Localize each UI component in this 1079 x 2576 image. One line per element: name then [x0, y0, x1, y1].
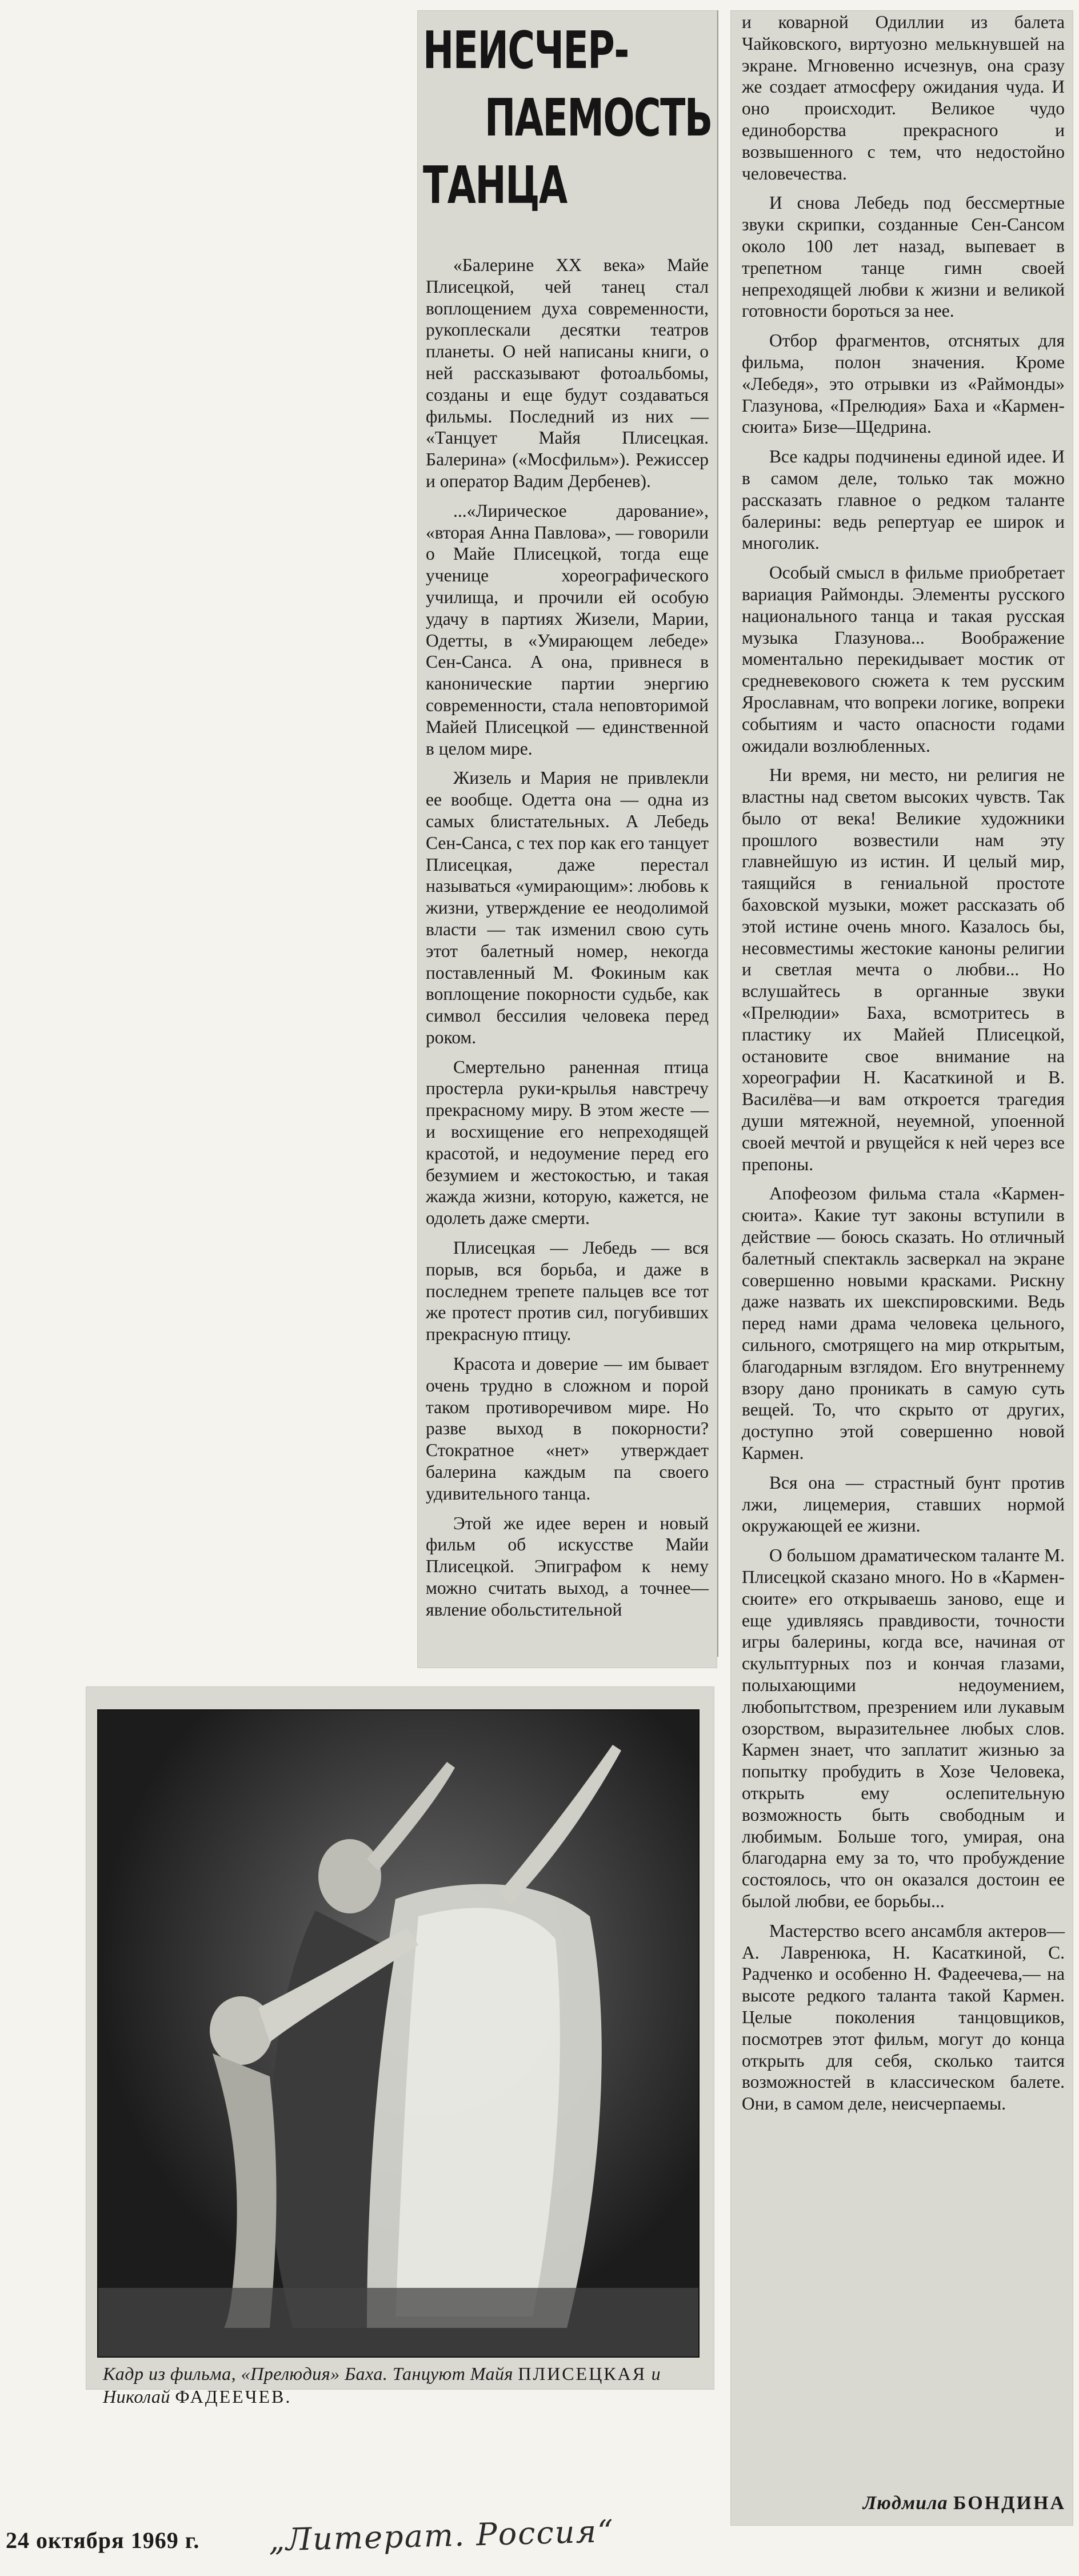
- article-headline: [423, 17, 712, 246]
- author-first-name: Людмила: [862, 2493, 954, 2514]
- caption-dancer-1: ПЛИСЕЦКАЯ: [518, 2363, 647, 2384]
- paragraph: И снова Лебедь под бессмертные звуки скрипки, созданные Сен-Сансом около 100 лет назад, выпевает в трепетном танце гимн своей непреходящей любви к жизни и великой готовности бороться за нее.: [742, 193, 1065, 321]
- paragraph: Ни время, ни место, ни религия не властны над светом высоких чувств. Так было от века! Великие художники прошлого возвестили нам эту главнейшую из истин. И целый мир, таящийся в гениальной простоте баховской музыки, может рассказать об этой истине очень много. Казалось бы, несовместимы жестокие каноны религии и светлая мечта о любви... Но вслушайтесь в органные звуки «Прелюдии» Баха, всмотритесь в пластику их Майей Плисецкой, остановите свое внимание на хореографии Н. Касаткиной и В. Василёва—и вам откроется трагедия души мятежной, неуемной, упоенной своей мечтой и рвущейся к ней через все препоны.: [742, 765, 1065, 1174]
- article-column-right: [742, 11, 1065, 2123]
- dancers-illustration: [98, 1710, 698, 2356]
- author-signature: [797, 2493, 1066, 2514]
- handwritten-source-note: „Литерат. Россия“: [268, 2513, 615, 2558]
- paragraph: Этой же идее верен и новый фильм об искусстве Майи Плисецкой. Эпиграфом к нему можно считать выход, а точнее—явление обольстительной: [426, 1513, 709, 1620]
- paragraph: Апофеозом фильма стала «Кармен-сюита». Какие тут законы вступили в действие — боюсь сказать. Но отличный балетный спектакль засверкал на экране совершенно новыми красками. Рискну даже назвать их шекспировскими. Ведь перед нами драма человека цельного, сильного, смотрящего на мир открытым, благодарным взглядом. Его внутреннему взору дано проникать в самую суть вещей. То, что скрыто от других, доступно этой совершенно новой Кармен.: [742, 1183, 1065, 1463]
- caption-lead: Кадр из фильма, «Прелюдия» Баха. Танцуют Майя: [103, 2363, 518, 2384]
- headline-line-2: ПАЕМОСТЬ: [485, 88, 712, 148]
- paragraph: О большом драматическом таланте М. Плисецкой сказано много. Но в «Кармен-сюите» его открываешь заново, еще и еще удивляясь правдивости, точности игры балерины, когда все, начиная от скульптурных поз и кончая глазами, полыхающими недоумением, любопытством, презрением или лукавым озорством, выразительнее любых слов. Кармен знает, что заплатит жизнью за попытку пробудить в Хозе Человека, открыть ему ослепительную возможность быть свободным и любимым. Больше того, умирая, она благодарна ему за то, что пробуждение состоялось, что он оказался достоин ее былой любви, ее борьбы...: [742, 1545, 1065, 1911]
- paragraph: Смертельно раненная птица простерла руки-крылья навстречу прекрасному миру. В этом жесте — и восхищение его непреходящей красотой, и недоумение перед его безумием и жестокостью, и такая жажда жизни, которую, кажется, не одолеть даже смерти.: [426, 1056, 709, 1229]
- paragraph: Отбор фрагментов, отснятых для фильма, полон значения. Кроме «Лебедя», это отрывки из «Раймонды» Глазунова, «Прелюдия» Баха и «Кармен-сюита» Бизе—Щедрина.: [742, 330, 1065, 437]
- column-rule: [717, 10, 718, 1657]
- paragraph: и коварной Одиллии из балета Чайковского, виртуозно мелькнувшей на экране. Мгновенно исчезнув, она сразу же создает атмосферу ожидания чуда. И оно происходит. Великое чудо единоборства прекрасного и возвышенного с тем, что недостойно человечества.: [742, 12, 1065, 184]
- paragraph: Красота и доверие — им бывает очень трудно в сложном и порой таком противоречивом мире. Но разве выход в покорности? Стократное «нет» утверждает балерина каждым па своего удивительного танца.: [426, 1354, 709, 1504]
- headline-line-3: ТАНЦА: [423, 155, 567, 216]
- paragraph: ...«Лирическое дарование», «вторая Анна Павлова», — говорили о Майе Плисецкой, тогда еще ученице хореографического училища, и прочили ей особую удачу в партиях Жизели, Марии, Одетты, в «Умирающем лебеде» Сен-Санса. А она, привнеся в канонические партии энергию современности, стала неповторимой Майей Плисецкой — единственной в целом мире.: [426, 500, 709, 759]
- paragraph: Особый смысл в фильме приобретает вариация Раймонды. Элементы русского национального танца и такая русская музыка Глазунова... Воображение моментально перекидывает мостик от средневекового сюжета к тем русским Ярославнам, что вопреки логике, вопреки событиям и часто опасности годами ожидали возлюбленных.: [742, 563, 1065, 756]
- paragraph: Вся она — страстный бунт против лжи, лицемерия, ставших нормой окружающей ее жизни.: [742, 1472, 1065, 1536]
- paragraph: «Балерине XX века» Майе Плисецкой, чей танец стал воплощением духа современности, рукоплескали десятки театров планеты. О ней написаны книги, о ней рассказывают фотоальбомы, созданы и еще будут создаваться фильмы. Последний из них — «Танцует Майя Плисецкая. Балерина» («Мосфильм»). Режиссер и оператор Вадим Дербенев).: [426, 255, 709, 491]
- ballet-photo: [97, 1709, 700, 2358]
- publication-date: 24 октября 1969 г.: [6, 2527, 200, 2553]
- paragraph: Все кадры подчинены единой идее. И в самом деле, только так можно рассказать главное о редком таланте балерины: ведь репертуар ее широк и многолик.: [742, 446, 1065, 553]
- caption-mid: и Николай: [103, 2363, 661, 2407]
- headline-line-1: НЕИСЧЕР-: [423, 21, 629, 81]
- photo-caption: [103, 2362, 697, 2408]
- paragraph: Мастерство всего ансамбля актеров—А. Лавренюка, Н. Касаткиной, С. Радченко и особенно Н. Фадеечева,— на высоте редкого таланта такой Кармен. Целые поколения танцовщиков, посмотрев этот фильм, могут до конца открыть для себя, сколько таится возможностей в классическом балете. Они, в самом деле, неисчерпаемы.: [742, 1920, 1065, 2114]
- article-column-left: [426, 254, 709, 1629]
- paragraph: Плисецкая — Лебедь — вся порыв, вся борьба, и даже в последнем трепете пальцев все тот же протест против сил, погубивших прекрасную птицу.: [426, 1238, 709, 1345]
- paragraph: Жизель и Мария не привлекли ее вообще. Одетта она — одна из самых блистательных. А Лебедь Сен-Санса, с тех пор как его танцует Плисецкая, даже перестал называться «умирающим»: любовь к жизни, утверждение ее неодолимой власти — так изменил свою суть этот балетный номер, некогда поставленный М. Фокиным как воплощение покорности судьбе, как символ бессилия человека перед роком.: [426, 768, 709, 1047]
- caption-dancer-2: ФАДЕЕЧЕВ.: [175, 2386, 292, 2407]
- author-last-name: БОНДИНА: [953, 2493, 1066, 2514]
